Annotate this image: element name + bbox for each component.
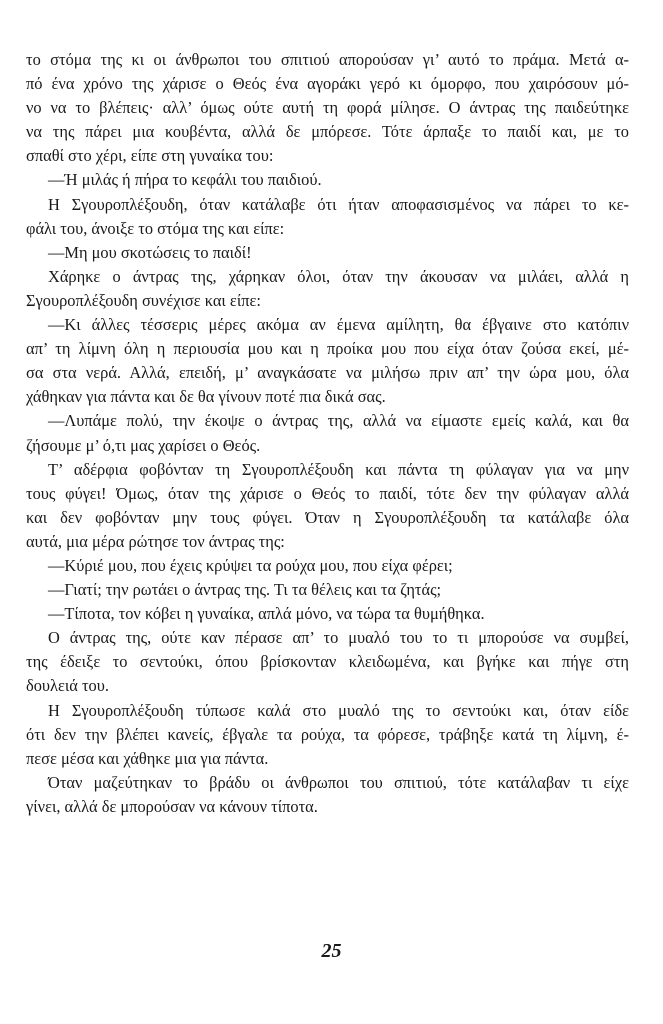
text-line: σπαθί στο χέρι, είπε στη γυναίκα του:	[26, 146, 274, 166]
dialogue-line: —Ή μιλάς ή πήρα το κεφάλι του παιδιού.	[48, 170, 322, 190]
text-line: δουλειά του.	[26, 676, 109, 696]
text-line: πεσε μέσα και χάθηκε μια για πάντα.	[26, 748, 269, 768]
dialogue-line: —Μη μου σκοτώσεις το παιδί!	[48, 242, 252, 262]
dialogue-line: —Λυπάμε πολύ, την έκοψε ο άντρας της, αλλά να είμαστε εμείς καλά, και θα	[48, 411, 629, 431]
text-line: και δεν φοβόνταν μην τους φύγει. Όταν η Σγουροπλέξουδη τα κατάλαβε όλα	[26, 507, 629, 527]
text-line: Σγουροπλέξουδη συνέχισε και είπε:	[26, 290, 261, 310]
text-line: αυτά, μια μέρα ρώτησε τον άντρας της:	[26, 531, 285, 551]
text-line: νο να το βλέπεις· αλλ’ όμως ούτε αυτή τη φορά μίλησε. Ο άντρας της παιδεύτηκε	[26, 98, 629, 118]
page-body	[26, 48, 629, 819]
paragraph-start: Τ’ αδέρφια φοβόνταν τη Σγουροπλέξουδη και πάντα τη φύλαγαν για να μην	[48, 459, 629, 479]
text-line: φάλι του, άνοιξε το στόμα της και είπε:	[26, 218, 285, 238]
text-line: σα στα νερά. Αλλά, επειδή, μ’ αναγκάσατε να μιλήσω πριν απ’ την ώρα μου, όλα	[26, 363, 629, 383]
paragraph-start: Όταν μαζεύτηκαν το βράδυ οι άνθρωποι του σπιτιού, τότε κατάλαβαν τι είχε	[48, 772, 629, 792]
paragraph-start: Η Σγουροπλέξουδη τύπωσε καλά στο μυαλό της το σεντούκι και, όταν είδε	[48, 700, 629, 720]
text-line: ζήσουμε μ’ ό,τι μας χαρίσει ο Θεός.	[26, 435, 261, 455]
text-line: πό ένα χρόνο της χάρισε ο Θεός ένα αγοράκι γερό κι όμορφο, που χαιρόσουν μό-	[26, 74, 629, 94]
text-line: της έδειξε το σεντούκι, όπου βρίσκονταν κλειδωμένα, και βγήκε και πήγε στη	[26, 652, 629, 672]
text-line: να της πάρει μια κουβέντα, αλλά δε μπόρεσε. Τότε άρπαξε το παιδί και, με το	[26, 122, 629, 142]
text-line: το στόμα της κι οι άνθρωποι του σπιτιού απορούσαν γι’ αυτό το πράμα. Μετά α-	[26, 50, 629, 69]
paragraph-start: Ο άντρας της, ούτε καν πέρασε απ’ το μυαλό του το τι μπορούσε να συμβεί,	[48, 628, 629, 648]
text-line: γίνει, αλλά δε μπορούσαν να κάνουν τίποτα.	[26, 796, 318, 816]
text-line: απ’ τη λίμνη όλη η περιουσία μου και η προίκα μου που είχα όταν ζούσα εκεί, μέ-	[26, 339, 629, 359]
dialogue-line: —Τίποτα, τον κόβει η γυναίκα, απλά μόνο, να τώρα τα θυμήθηκα.	[48, 604, 485, 624]
text-line: τους φύγει! Όμως, όταν της χάρισε ο Θεός το παιδί, τότε δεν την φύλαγαν αλλά	[26, 483, 629, 503]
dialogue-line: —Κι άλλες τέσσερις μέρες ακόμα αν έμενα αμίλητη, θα έβγαινε στο κατόπιν	[48, 315, 629, 335]
page-number: 25	[321, 940, 342, 962]
text-line: ότι δεν την βλέπει κανείς, έβγαλε τα ρούχα, τα φόρεσε, τράβηξε κατά τη λίμνη, έ-	[26, 724, 629, 744]
dialogue-line: —Κύριέ μου, που έχεις κρύψει τα ρούχα μου, που είχα φέρει;	[48, 555, 453, 575]
dialogue-line: —Γιατί; την ρωτάει ο άντρας της. Τι τα θέλεις και τα ζητάς;	[48, 580, 442, 600]
paragraph-start: Η Σγουροπλέξουδη, όταν κατάλαβε ότι ήταν αποφασισμένος να πάρει το κε-	[48, 194, 629, 214]
paragraph-start: Χάρηκε ο άντρας της, χάρηκαν όλοι, όταν την άκουσαν να μιλάει, αλλά η	[48, 266, 629, 286]
text-line: χάθηκαν για πάντα και δε θα γίνουν ποτέ πια δικά σας.	[26, 387, 386, 407]
